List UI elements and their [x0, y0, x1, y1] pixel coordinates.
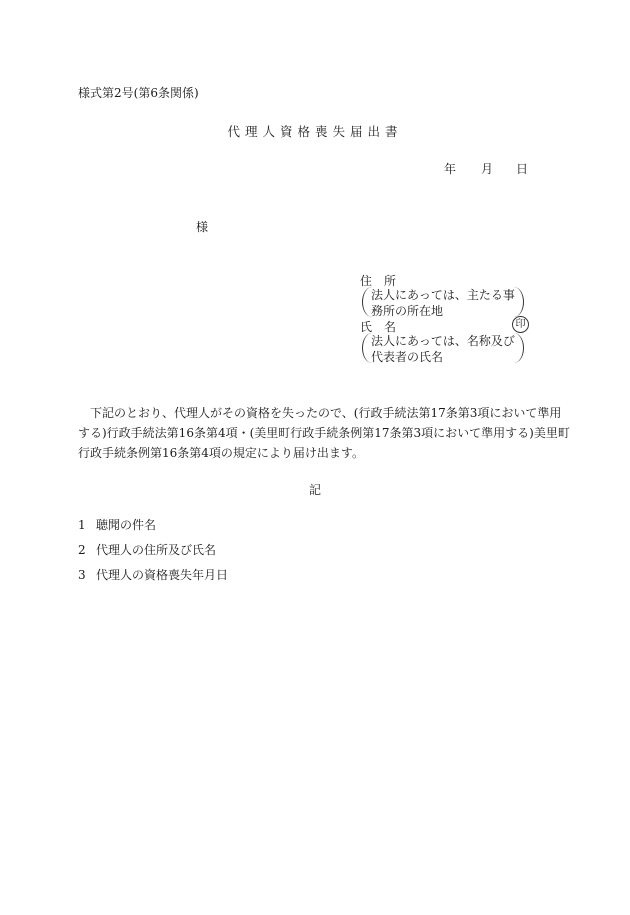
body-line-2: する)行政手続法第16条第4項・(美里町行政手続条例第17条第3項において準用する)美里町 [78, 426, 570, 440]
list-item [78, 541, 228, 566]
list-item [78, 566, 228, 591]
date-month-label: 月 [481, 162, 494, 176]
document-title: 代理人資格喪失届出書 [227, 124, 403, 139]
list-item [78, 516, 228, 541]
address-note-line1: 法人にあっては、主たる事 [371, 288, 515, 302]
item-number: 3 [78, 568, 86, 582]
seal-mark: 印 [512, 316, 529, 333]
address-note-line2: 務所の所在地 [371, 304, 444, 318]
item-text: 代理人の住所及び氏名 [96, 543, 217, 557]
date-day-label: 日 [516, 162, 529, 176]
address-note [362, 287, 524, 317]
body-line-1: 下記のとおり、代理人がその資格を失ったので、(行政手続法第17条第3項において準用 [78, 406, 562, 420]
ki-heading: 記 [308, 483, 321, 497]
item-text: 代理人の資格喪失年月日 [96, 568, 229, 582]
form-number: 様式第2号(第6条関係) [78, 86, 199, 100]
name-note-line2: 代表者の氏名 [371, 350, 444, 364]
item-number: 1 [78, 518, 86, 532]
item-number: 2 [78, 543, 86, 557]
item-text: 聴聞の件名 [96, 518, 157, 532]
addressee-suffix: 様 [196, 220, 209, 234]
body-line-3: 行政手続条例第16条第4項の規定により届け出ます。 [78, 446, 364, 460]
name-note-line1: 法人にあっては、名称及び [371, 334, 515, 348]
date-year-label: 年 [444, 162, 457, 176]
body-paragraph [78, 403, 570, 463]
name-note [362, 333, 524, 363]
address-label: 住 所 [360, 274, 397, 288]
name-label: 氏 名 [360, 320, 397, 334]
item-list [78, 516, 228, 591]
